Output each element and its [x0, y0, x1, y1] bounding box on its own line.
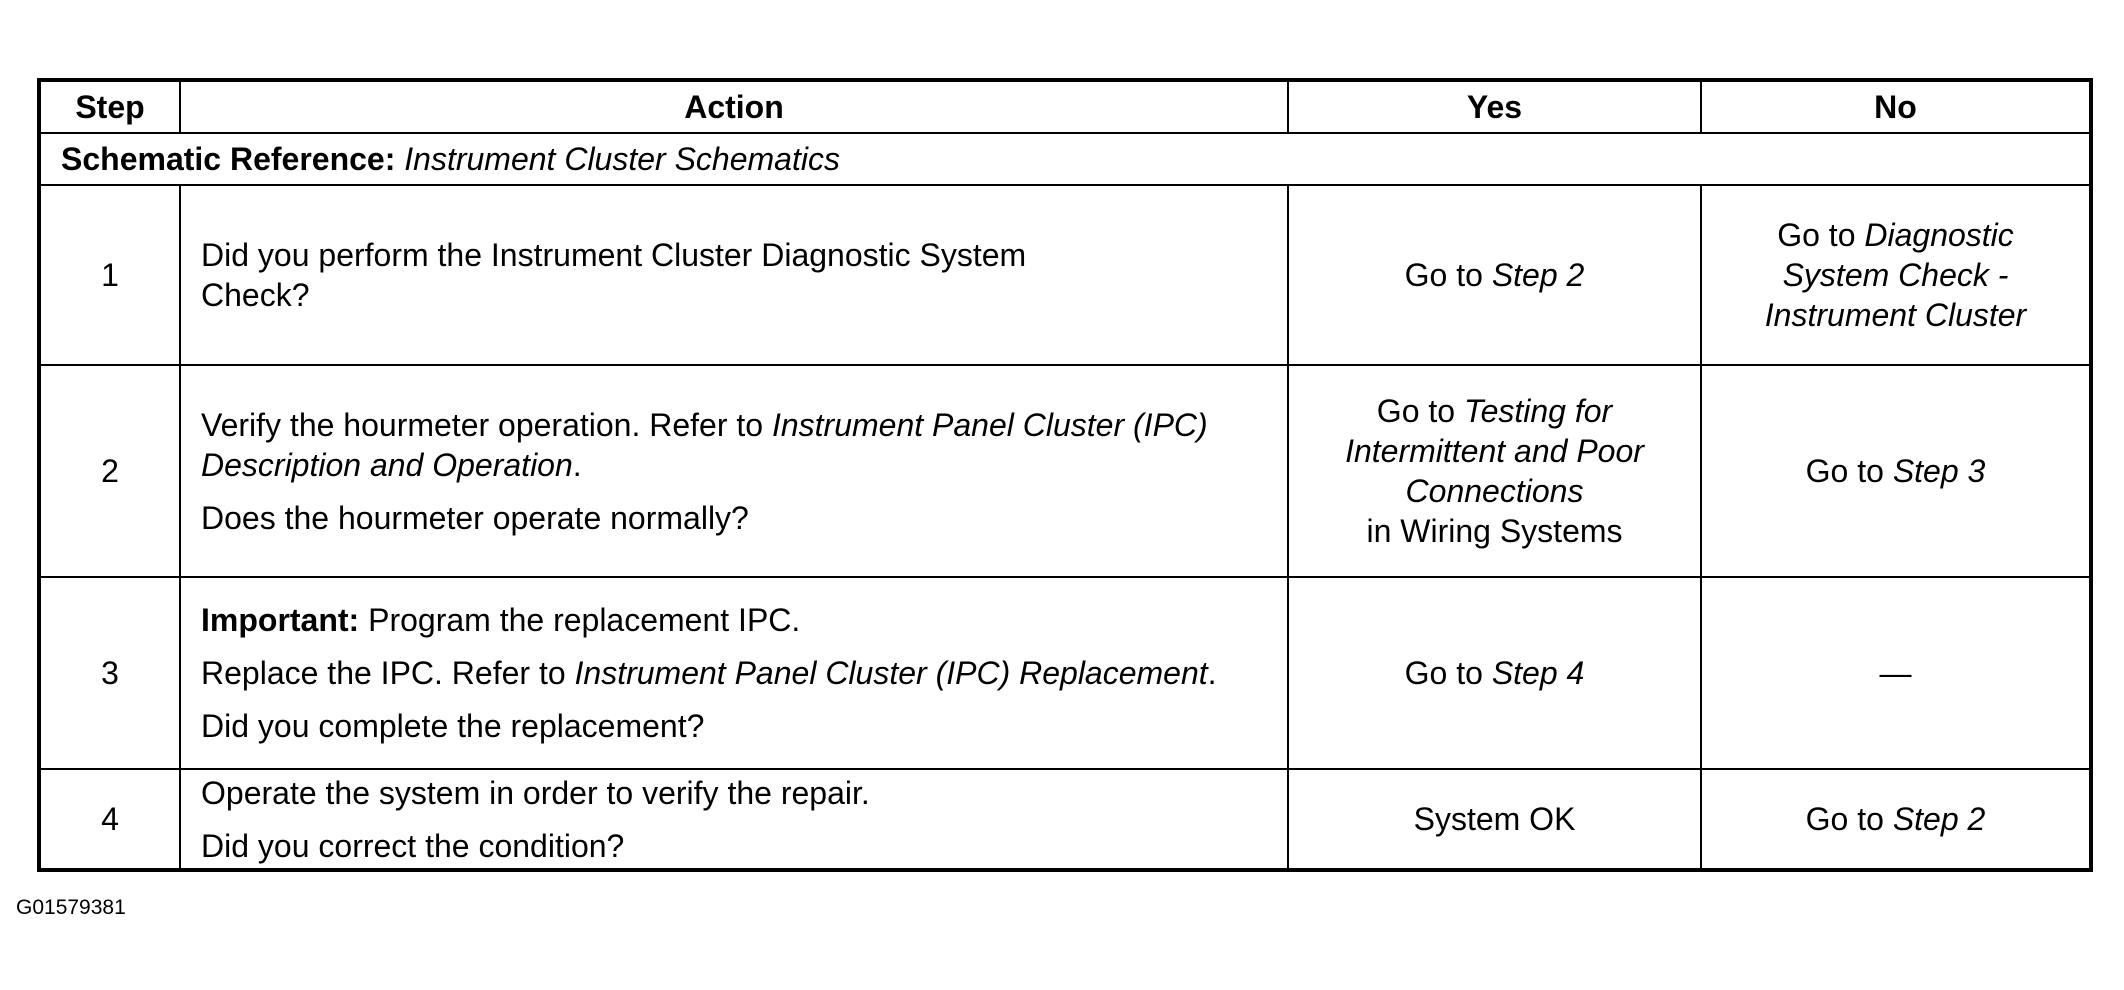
- figure-id: G01579381: [16, 896, 126, 919]
- diagnostic-table-container: [37, 78, 2089, 872]
- action-cell: [180, 365, 1288, 577]
- no-reference: Step 3: [1892, 453, 1986, 489]
- action-question: Did you correct the condition?: [201, 827, 625, 864]
- important-text: Program the replacement IPC.: [359, 602, 801, 638]
- no-prefix: Go to: [1777, 217, 1865, 253]
- action-cell: [180, 769, 1288, 870]
- yes-reference: Step 4: [1491, 655, 1585, 691]
- action-text: Operate the system in order to verify the repair.: [201, 774, 870, 811]
- action-cell: [180, 577, 1288, 769]
- no-cell: [1701, 185, 2091, 365]
- yes-cell: [1288, 577, 1701, 769]
- header-row: [39, 80, 2091, 133]
- header-step: Step: [39, 80, 180, 133]
- no-prefix: Go to: [1805, 453, 1893, 489]
- action-reference: Instrument Panel Cluster (IPC) Replacement: [574, 655, 1208, 691]
- yes-cell: [1288, 769, 1701, 870]
- schematic-reference-label: Schematic Reference:: [61, 141, 396, 177]
- table-row: [39, 365, 2091, 577]
- no-cell: [1701, 365, 2091, 577]
- step-number: 1: [39, 185, 180, 365]
- header-no: No: [1701, 80, 2091, 133]
- action-prefix: Verify the hourmeter operation. Refer to: [201, 406, 772, 443]
- action-suffix: .: [572, 446, 582, 483]
- important-label: Important:: [201, 602, 360, 638]
- yes-text: System OK: [1413, 801, 1576, 837]
- table-row: [39, 769, 2091, 870]
- yes-suffix: in Wiring Systems: [1366, 513, 1623, 549]
- no-dash: —: [1879, 655, 1912, 691]
- table-row: [39, 185, 2091, 365]
- schematic-reference-link: Instrument Cluster Schematics: [404, 141, 840, 177]
- step-number: 4: [39, 769, 180, 870]
- action-cell: [180, 185, 1288, 365]
- yes-prefix: Go to: [1376, 393, 1464, 429]
- important-note: [201, 600, 1267, 640]
- action-suffix: .: [1207, 655, 1217, 691]
- yes-prefix: Go to: [1404, 257, 1492, 293]
- action-instruction: [201, 653, 1267, 693]
- action-text: Did you perform the Instrument Cluster Diagnostic System Check?: [201, 237, 1027, 313]
- step-number: 3: [39, 577, 180, 769]
- action-instruction: [201, 405, 1267, 485]
- action-question: Does the hourmeter operate normally?: [201, 499, 749, 536]
- no-cell: [1701, 577, 2091, 769]
- header-action: Action: [180, 80, 1288, 133]
- yes-cell: [1288, 185, 1701, 365]
- no-reference: Diagnostic System Check - Instrument Cluster: [1764, 217, 2027, 333]
- no-reference: Step 2: [1892, 801, 1986, 837]
- diagnostic-table: [37, 78, 2093, 872]
- schematic-reference-cell: [39, 133, 2091, 185]
- schematic-reference-row: [39, 133, 2091, 185]
- step-number: 2: [39, 365, 180, 577]
- yes-reference: Testing for Intermittent and Poor Connections: [1345, 393, 1644, 509]
- yes-prefix: Go to: [1404, 655, 1492, 691]
- table-row: [39, 577, 2091, 769]
- no-prefix: Go to: [1805, 801, 1893, 837]
- action-prefix: Replace the IPC. Refer to: [201, 655, 575, 691]
- action-reference: Instrument Panel Cluster (IPC) Description and Operation: [201, 406, 1208, 483]
- header-yes: Yes: [1288, 80, 1701, 133]
- action-question: Did you complete the replacement?: [201, 708, 705, 744]
- yes-reference: Step 2: [1491, 257, 1585, 293]
- yes-cell: [1288, 365, 1701, 577]
- no-cell: [1701, 769, 2091, 870]
